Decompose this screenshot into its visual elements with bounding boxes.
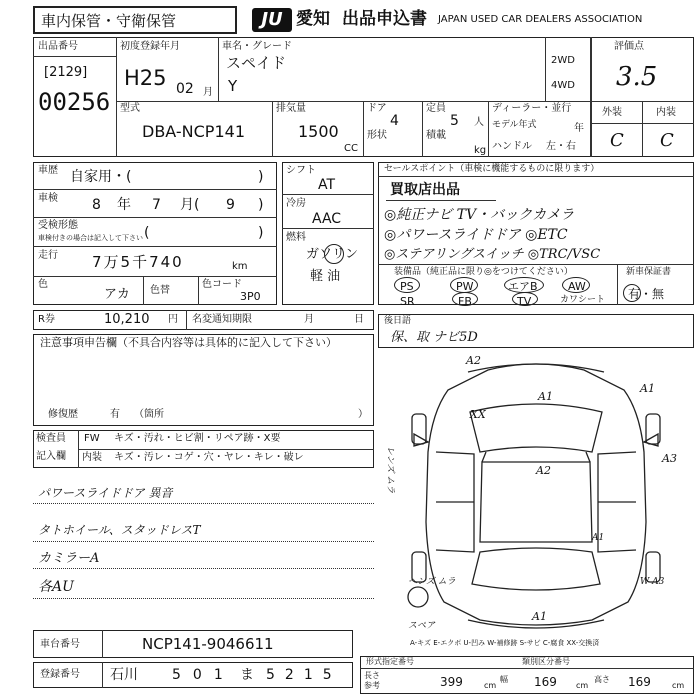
equip-airbag: エアB — [508, 280, 538, 293]
chassis-label: 車台番号 — [40, 639, 80, 650]
color-value: アカ — [104, 287, 130, 302]
diag-spare: スペア — [408, 621, 436, 631]
damage-legend: A-キズ E-エクボ U-凹み W-補修跡 S-サビ C-腐食 XX-交換済 — [410, 639, 600, 647]
color-label: 色 — [38, 279, 48, 290]
displacement-value: 1500 — [298, 122, 339, 141]
length-value: 399 — [440, 675, 463, 689]
fuel-label: 燃料 — [286, 232, 306, 243]
diag-u-left: ヘンズ ムラ — [408, 577, 456, 587]
sales-label: セールスポイント（車検に機能するものに限ります） — [384, 164, 600, 174]
name-change-label: 名変通知期限 — [192, 314, 252, 325]
inspection-day: 9 — [226, 197, 235, 213]
recycle-value: 10,210 — [104, 312, 150, 327]
warranty-circle — [623, 284, 641, 302]
chassis-value: NCP141-9046611 — [142, 635, 274, 653]
warranty-label: 新車保証書 — [626, 267, 672, 277]
first-reg-era: H25 — [124, 66, 167, 90]
score-ext: C — [610, 130, 624, 151]
length-unit: cm — [484, 681, 497, 690]
shift-value: AT — [318, 177, 336, 193]
diag-a1-right: A1 — [640, 382, 655, 395]
lot-label: 出品番号 — [38, 41, 78, 52]
repair-place: （箇所 — [134, 409, 164, 420]
sales-point-3: ◎ステアリングスイッチ ◎TRC/VSC — [384, 247, 601, 262]
inspector-label-1: 検査員 — [36, 433, 66, 444]
accepted-close: ) — [258, 225, 264, 241]
shift-label: シフト — [286, 165, 316, 176]
history-value: 自家用・( — [70, 169, 132, 185]
equip-ps-circle — [394, 277, 420, 293]
capacity-value: 5 — [450, 113, 459, 129]
color-code-label: 色コード — [202, 279, 242, 290]
repair-label: 修復歴 — [48, 409, 78, 420]
diag-a1-top: A1 — [538, 390, 553, 403]
car-diagram — [378, 352, 694, 632]
first-reg-month-unit: 月 — [203, 87, 213, 98]
score-ext-label: 外装 — [602, 107, 622, 118]
diag-a2-mid: A2 — [536, 464, 551, 477]
equip-aw-circle — [562, 277, 590, 293]
recycle-label: R券 — [38, 314, 55, 325]
sales-point-1: ◎純正ナビ TV・バックカメラ — [384, 207, 575, 223]
diag-a1-low: A1 — [592, 533, 605, 543]
history-label: 車歴 — [38, 165, 58, 176]
handle-label: ハンドル — [492, 141, 532, 152]
ju-logo-text: JU — [261, 9, 283, 30]
model-value: DBA-NCP141 — [142, 122, 245, 141]
repair-close: ） — [358, 409, 368, 420]
notes-label: 注意事項申告欄（不具合内容等は具体的に記入して下さい） — [40, 336, 337, 349]
class-number-label: 類別区分番号 — [522, 657, 570, 666]
equip-sr: SR — [400, 295, 415, 308]
equip-fb-circle — [452, 292, 478, 306]
lot-number: 00256 — [38, 88, 111, 116]
score-value: 3.5 — [616, 62, 658, 92]
diag-a3: A3 — [662, 452, 677, 465]
registration-plate: 5215 — [266, 667, 342, 683]
rear-value: 保、取 ナビ5D — [390, 330, 478, 345]
car-label: 車名・グレード — [222, 41, 292, 52]
hand-note-2: タトホイール、スタッドレスT — [38, 523, 201, 537]
score-label: 評価点 — [614, 41, 644, 52]
diag-a1-bot: A1 — [532, 610, 547, 623]
registration-kana: ま — [240, 667, 254, 683]
displacement-unit: CC — [344, 143, 358, 154]
ju-logo — [252, 8, 292, 32]
dealer-label: ディーラー・並行 — [492, 103, 572, 114]
inspection-year: 8 — [92, 197, 101, 213]
door-value: 4 — [390, 113, 399, 129]
inspection-month-unit: 月( — [180, 197, 200, 213]
handle-options: 左・右 — [546, 141, 576, 152]
aircon-value: AAC — [312, 211, 342, 227]
inspection-day-unit: ) — [258, 197, 264, 213]
equipment-label: 装備品（純正品に限り◎をつけてください） — [394, 267, 573, 277]
drive-2wd: 2WD — [551, 55, 575, 66]
load-label: 積載 — [426, 130, 446, 141]
model-year-unit: 年 — [574, 123, 584, 134]
height-label: 高さ — [594, 675, 610, 684]
sales-headline: 買取店出品 — [390, 182, 460, 198]
car-grade: Y — [228, 77, 238, 95]
fuel-gas-circle — [324, 244, 344, 264]
name-change-day: 日 — [354, 314, 364, 325]
length-label: 長さ — [364, 671, 380, 680]
inspector-row1: キズ・汚れ・ヒビ割・リペア跡・X要 — [114, 433, 281, 444]
dimension-ref-label: 参考 — [364, 681, 380, 690]
inspection-label: 車検 — [38, 193, 58, 204]
registration-number: 501 — [172, 667, 235, 683]
score-int: C — [660, 130, 674, 151]
inspector-row2-head: 内装 — [82, 452, 102, 463]
first-reg-month: 02 — [176, 81, 194, 97]
warranty-value: 有・無 — [628, 287, 665, 301]
accepted-label: 受検形態 — [38, 220, 78, 231]
capacity-unit: 人 — [474, 117, 484, 128]
hand-note-1: パワースライドドア 異音 — [38, 486, 173, 500]
aircon-label: 冷房 — [286, 198, 306, 209]
association-name: JAPAN USED CAR DEALERS ASSOCIATION — [438, 14, 643, 25]
lot-sub: [2129] — [44, 65, 88, 80]
fuel-gas: ガソリン — [306, 247, 359, 262]
diag-a2-top: A2 — [466, 354, 481, 367]
recycle-unit: 円 — [168, 314, 178, 325]
inspection-month: 7 — [152, 197, 161, 213]
repair-value: 有 — [110, 409, 120, 420]
diag-w3: W A3 — [640, 577, 665, 587]
equip-pw-circle — [450, 277, 478, 293]
storage-title: 車内保管・守衛保管 — [41, 12, 177, 30]
mileage-value: 7万5千740 — [92, 253, 184, 271]
accepted-open: ( — [144, 225, 150, 241]
history-close: ) — [258, 169, 264, 185]
equip-ps: PS — [400, 280, 414, 293]
spec-number-label: 形式指定番号 — [366, 657, 414, 666]
inspector-row2: キズ・汚レ・コゲ・穴・ヤレ・キレ・破レ — [114, 452, 304, 463]
form-title: 出品申込書 — [342, 9, 427, 29]
registration-label: 登録番号 — [40, 669, 80, 680]
equip-seat: カワシート — [560, 295, 606, 305]
hand-note-3: カミラーA — [38, 551, 100, 566]
equip-tv-circle — [512, 292, 538, 306]
drive-4wd: 4WD — [551, 80, 575, 91]
mileage-label: 走行 — [38, 250, 58, 261]
displacement-label: 排気量 — [276, 103, 306, 114]
equip-aw: AW — [568, 280, 586, 293]
fuel-diesel: 軽 油 — [310, 269, 341, 284]
equip-tv: TV — [517, 295, 532, 308]
sales-point-2: ◎パワースライドドア ◎ETC — [384, 227, 568, 243]
inspector-row1-head: FW — [84, 433, 100, 444]
height-value: 169 — [628, 675, 651, 689]
model-label: 型式 — [120, 103, 140, 114]
inspection-year-unit: 年 — [117, 197, 131, 213]
shape-label: 形状 — [367, 130, 387, 141]
load-unit: kg — [474, 145, 487, 156]
model-year-label: モデル年式 — [492, 120, 537, 130]
door-label: ドア — [367, 103, 387, 114]
equip-fb: FB — [458, 295, 472, 308]
width-unit: cm — [576, 681, 589, 690]
name-change-month: 月 — [304, 314, 314, 325]
color-change-label: 色替 — [150, 285, 170, 296]
registration-city: 石川 — [110, 667, 138, 683]
diag-xx: XX — [470, 408, 486, 421]
storage-title-box — [33, 6, 237, 34]
color-code: 3P0 — [240, 290, 261, 303]
capacity-label: 定員 — [426, 103, 446, 114]
first-reg-label: 初度登録年月 — [120, 41, 180, 52]
score-int-label: 内装 — [656, 107, 676, 118]
inspector-label-2: 記入欄 — [36, 451, 66, 462]
equip-airbag-circle — [504, 277, 544, 293]
diag-left-side: レンズ ムラ — [385, 446, 395, 494]
org-name: 愛知 — [296, 9, 330, 29]
rear-label: 後日語 — [384, 316, 412, 326]
hand-note-4: 各AU — [38, 579, 74, 595]
car-name: スペイド — [226, 54, 287, 72]
width-label: 幅 — [500, 675, 508, 684]
accepted-note: 車検付きの場合は記入して下さい — [38, 234, 143, 242]
mileage-unit: km — [232, 261, 248, 272]
equip-pw: PW — [456, 280, 474, 293]
height-unit: cm — [672, 681, 685, 690]
width-value: 169 — [534, 675, 557, 689]
